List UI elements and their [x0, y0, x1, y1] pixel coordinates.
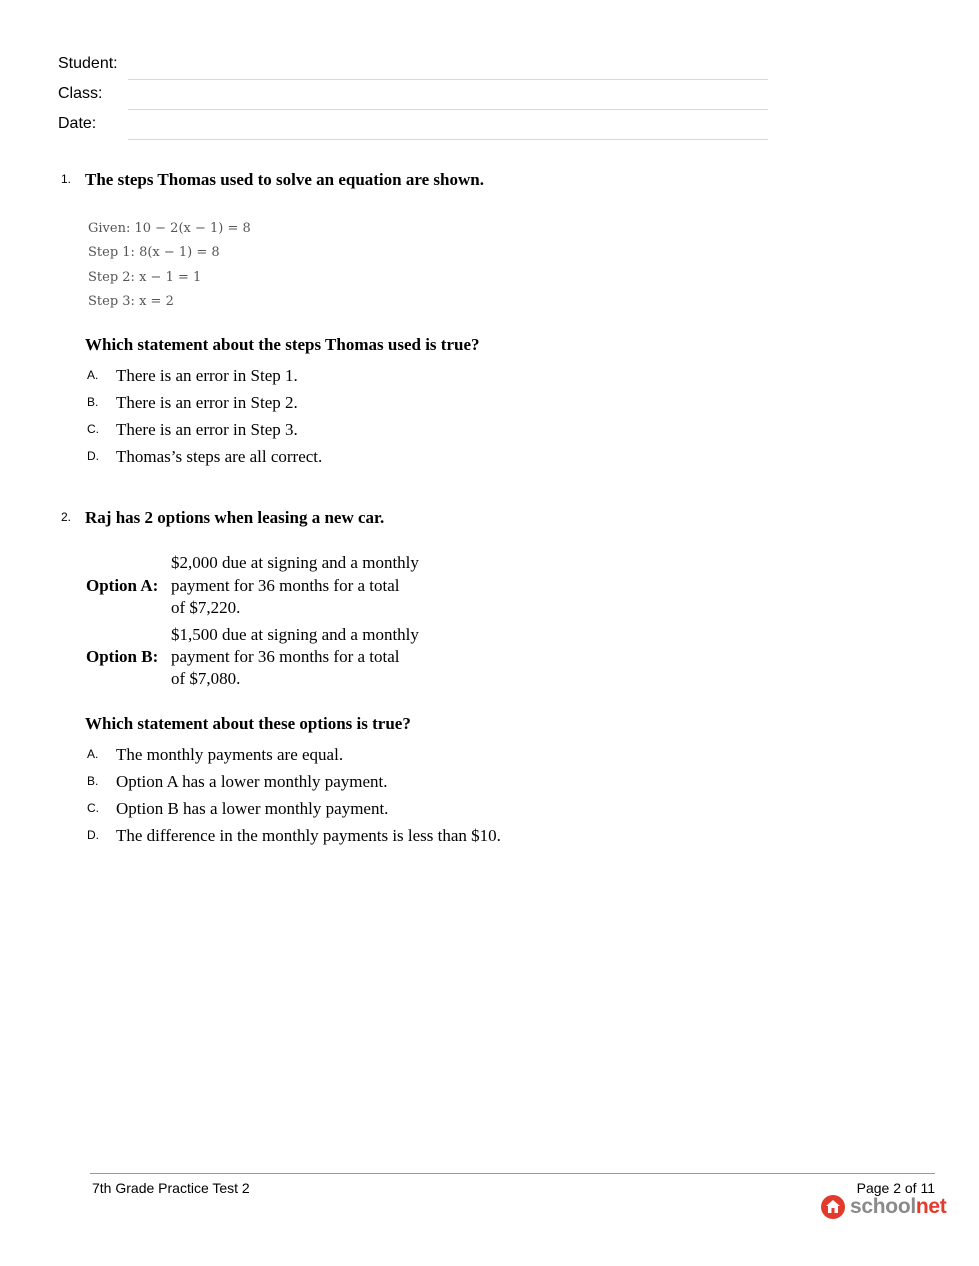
footer-divider — [90, 1173, 935, 1174]
answer-choice[interactable]: There is an error in Step 1. — [116, 366, 298, 385]
choice-letter: A. — [87, 747, 99, 761]
option-text-line: of $7,220. — [171, 598, 241, 617]
option-text-line: payment for 36 months for a total — [171, 576, 400, 595]
choice-letter: D. — [87, 828, 99, 842]
date-label: Date: — [58, 115, 97, 132]
answer-choice[interactable]: Thomas’s steps are all correct. — [116, 447, 323, 466]
equation-step: Step 2: x − 1 = 1 — [88, 270, 202, 285]
student-label: Student: — [58, 55, 118, 72]
question-number: 1. — [61, 172, 72, 186]
page-number: Page 2 of 11 — [856, 1180, 935, 1196]
option-text-line: $1,500 due at signing and a monthly — [171, 625, 419, 644]
question-stem: Which statement about the steps Thomas used is true? — [85, 335, 480, 354]
answer-choice[interactable]: The monthly payments are equal. — [116, 745, 344, 764]
test-name: 7th Grade Practice Test 2 — [92, 1180, 250, 1196]
choice-letter: B. — [87, 395, 99, 409]
equation-step: Given: 10 − 2(x − 1) = 8 — [88, 221, 251, 236]
choice-letter: B. — [87, 774, 99, 788]
equation-step: Step 3: x = 2 — [88, 294, 174, 309]
option-text-line: payment for 36 months for a total — [171, 647, 400, 666]
choice-letter: C. — [87, 422, 99, 436]
choice-letter: D. — [87, 449, 99, 463]
logo-text: schoolnet — [850, 1195, 947, 1218]
choice-letter: C. — [87, 801, 99, 815]
date-line[interactable] — [128, 139, 768, 140]
option-label: Option A: — [86, 576, 159, 595]
question-stem: Which statement about these options is true? — [85, 714, 411, 733]
question-prompt: The steps Thomas used to solve an equation are shown. — [85, 170, 484, 189]
option-label: Option B: — [86, 647, 159, 666]
class-name-line[interactable] — [128, 109, 768, 110]
answer-choice[interactable]: There is an error in Step 2. — [116, 393, 298, 412]
student-name-line[interactable] — [128, 79, 768, 80]
house-icon — [820, 1194, 846, 1220]
schoolnet-logo — [820, 1193, 947, 1221]
question-prompt: Raj has 2 options when leasing a new car. — [85, 508, 385, 527]
answer-choice[interactable]: Option A has a lower monthly payment. — [116, 772, 388, 791]
choice-letter: A. — [87, 368, 99, 382]
question-number: 2. — [61, 510, 72, 524]
answer-choice[interactable]: Option B has a lower monthly payment. — [116, 799, 389, 818]
equation-step: Step 1: 8(x − 1) = 8 — [88, 245, 220, 260]
answer-choice[interactable]: There is an error in Step 3. — [116, 420, 298, 439]
class-label: Class: — [58, 85, 103, 102]
option-text-line: $2,000 due at signing and a monthly — [171, 553, 419, 572]
option-text-line: of $7,080. — [171, 669, 241, 688]
answer-choice[interactable]: The difference in the monthly payments is less than $10. — [116, 826, 501, 845]
